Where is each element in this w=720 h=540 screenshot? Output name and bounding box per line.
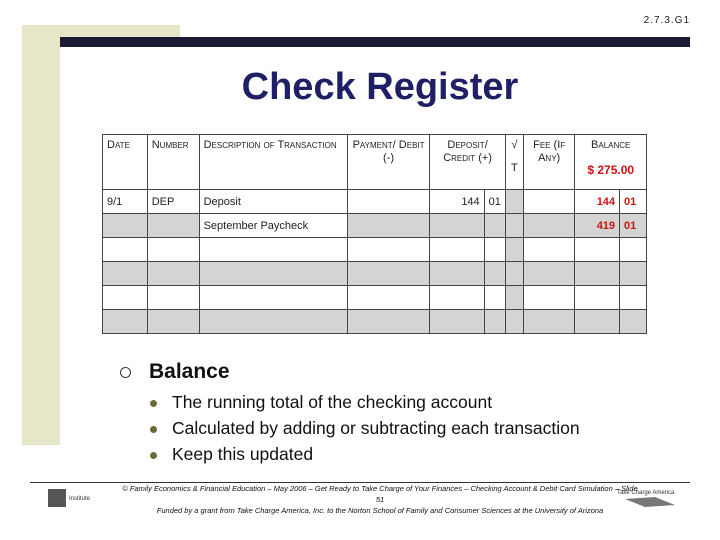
logo-right-text: Take Charge America: [617, 490, 675, 496]
table-header-row: [103, 135, 647, 190]
header-number: Number: [147, 135, 199, 190]
table-row: [103, 190, 647, 214]
list-item: Calculated by adding or subtracting each transaction: [150, 415, 580, 441]
dot-bullet-icon: [150, 452, 157, 459]
list-item: The running total of the checking account: [150, 389, 580, 415]
header-check: [505, 135, 523, 190]
bullet-main-text: Balance: [149, 360, 230, 383]
page-title: Check Register: [241, 66, 519, 108]
cell-number: DEP: [147, 190, 199, 214]
header-payment: Payment/ Debit (-): [347, 135, 429, 190]
table-row: [103, 214, 647, 238]
header-date: Date: [103, 135, 148, 190]
institute-logo-icon: [48, 485, 120, 510]
decorative-header-bar: [60, 37, 690, 47]
cell-date: 9/1: [103, 190, 148, 214]
slide-code: 2.7.3.G1: [643, 15, 690, 26]
cell-fee: [523, 190, 575, 214]
table-row: [103, 310, 647, 334]
cell-deposit-cents: 01: [484, 190, 505, 214]
bullet-balance: [120, 360, 230, 384]
header-deposit: Deposit/ Credit (+): [430, 135, 506, 190]
cell-description: September Paycheck: [199, 214, 347, 238]
footer-line1: © Family Economics & Financial Education – May 2006 – Get Ready to Take Charge of Your Finances – Checking Account & Debit Card Simulation – Slide 51: [122, 484, 638, 504]
starting-balance: $ 275.00: [587, 163, 635, 177]
header-fee: Fee (If Any): [523, 135, 575, 190]
cell-check: [505, 190, 523, 214]
decorative-top-strip: [22, 25, 180, 37]
cell-description: Deposit: [199, 190, 347, 214]
check-t: T: [511, 162, 518, 174]
svg-text:Institute: Institute: [69, 496, 91, 502]
check-register-table: [102, 134, 647, 334]
cell-balance-dollars: 419: [575, 214, 620, 238]
cell-balance-cents: 01: [620, 214, 647, 238]
cell-balance-dollars: 144: [575, 190, 620, 214]
table-row: [103, 286, 647, 310]
sub-bullet-list: [150, 389, 580, 467]
header-balance: [575, 135, 647, 190]
footer-line2: Funded by a grant from Take Charge America, Inc. to the Norton School of Family and Consumer Sciences at the University of Arizona: [156, 506, 604, 515]
cell-balance-cents: 01: [620, 190, 647, 214]
cell-deposit-dollars: 144: [430, 190, 484, 214]
decorative-left-bar: [22, 25, 60, 445]
dot-bullet-icon: [150, 400, 157, 407]
list-item: Keep this updated: [150, 441, 580, 467]
footer-text: [120, 483, 640, 516]
header-description: Description of Transaction: [199, 135, 347, 190]
circle-bullet-icon: [120, 367, 131, 378]
table-row: [103, 262, 647, 286]
dot-bullet-icon: [150, 426, 157, 433]
cell-payment: [347, 190, 429, 214]
check-mark: √: [511, 139, 518, 151]
table-row: [103, 238, 647, 262]
header-balance-label: Balance: [591, 139, 631, 151]
